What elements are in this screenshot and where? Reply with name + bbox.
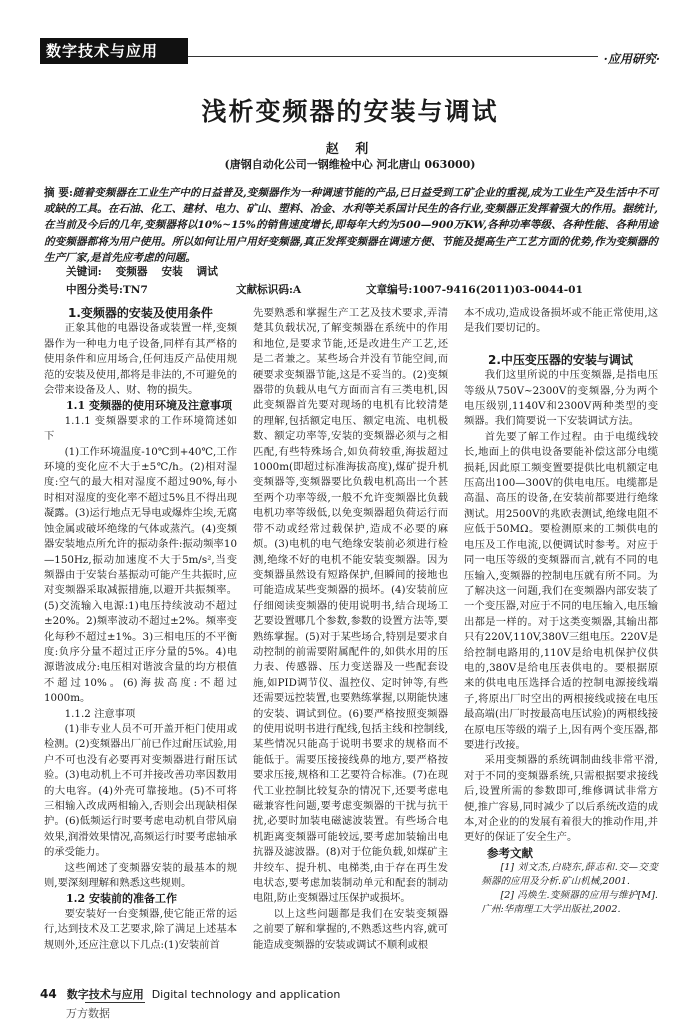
reference-item: [2] 冯焕生.变频器的应用与维护[M].广州:华南理工大学出版社,2002. (481, 890, 658, 916)
abstract (44, 185, 658, 266)
classification-line (66, 282, 656, 297)
document-code: 文献标识码:A (236, 284, 302, 296)
paragraph: 采用变频器的系统调制曲线非常平滑,对于不同的变频器系统,只需根据要求接线后,设置所需的参数即可,维修调试非常方便,推广容易,同时减少了以后系统改造的成本,对企业的的发展有着很大的推动作用,并更好的保证了安全生产。 (464, 754, 658, 844)
keyword: 变频器 (115, 266, 148, 278)
abstract-text: 随着变频器在工业生产中的日益普及,变频器作为一种调速节能的产品,已日益受到工矿企业的重视,成为工业生产及生活中不可或缺的工具。在石油、化工、建材、电力、矿山、塑料、冶金、水利等关系国计民生的各行业,变频器正发挥着强大的作用。据统计,在当前及今后的几年,变频器将以10%~15%的销售速度增长,即每年大约为500—900万KW,各种功率等级、各种性能、各种用途的变频器都将为用户使用。所以如何让用户用好变频器,真正发挥变频器在调速方便、节能及提高生产工艺方面的优势,作为变频器的生产厂家,是首先应考虑的问题。 (44, 187, 658, 264)
journal-name-en: Digital technology and application (151, 988, 341, 1001)
paragraph: (1)工作环境温度-10℃到+40℃,工作环境的变化应不大于±5℃/h。(2)相对湿度:空气的最大相对湿度不超过90%,每小时相对湿度的变化率不超过5%且不得出现凝露。(3)运行地点无导电或爆炸尘埃,无腐蚀金属或破坏绝缘的气体或蒸汽。(4)变频器安装地点所允许的振动条件:振动频率10—150Hz,振动加速度不大于5m/s²,当变频器由于安装台基振动可能产生共振时,应对变频器采取减振措施,以避开共振频率。(5)交流输入电源:1)电压持续波动不超过±20%。2)频率波动不超过±2%。频率变化每秒不超过±1%。3)三相电压的不平衡度:负序分量不超过正序分量的5%。4)电源谐波成分:电压相对谐波含量的均方根值不超过10%。(6)海拔高度:不超过1000m。 (44, 445, 237, 705)
affiliation: (唐钢自动化公司一钢维检中心 河北唐山 063000) (224, 158, 476, 171)
paragraph: 我们这里所说的中压变频器,是指电压等级从750V~2300V的变频器,分为两个电压级别,1140V和2300V两种类型的变频器。我们简要说一下安装调试方法。 (464, 369, 658, 428)
keywords-label: 关键词: (66, 266, 102, 278)
header-rule (188, 56, 658, 57)
paragraph: 首先要了解工作过程。由于电缆线较长,地面上的供电设备要能补偿这部分电缆损耗,因此原工频变置要提供比电机额定电压高出100—300V的供电电压。电缆都是高温、高压的设备,在安装前都要进行绝缘测试。用2500V的兆欧表测试,绝缘电阻不应低于50MΩ。要检测原来的工频供电的电压及工作电流,以便调试时参考。对应于同一电压等级的变频器而言,就有不同的电压输入,变频器的控制电压就有所不同。为了解决这一问题,我们在变频器内部安装了一个变压器,对应于不同的电压输入,电压输出都是一样的。对于这类变频器,其输出都只有220V,110V,380V三组电压。220V是给控制电路用的,110V是给电机保护仪供电的,380V是给电压表供电的。要根据原来的供电电压选择合适的控制电源接线端子,将原出厂时空出的两根接线或接在电压最高端(出厂时按最高电压试验)的两根线接在原电压等级的端子上,因有两个变压器,都要进行改接。 (464, 430, 658, 751)
subsubsection-heading: 1.1.1 变频器要求的工作环境简述如下 (44, 414, 237, 443)
footer-rule (85, 1002, 145, 1003)
keywords (66, 264, 232, 279)
paragraph: 这些阐述了变频器安装的最基本的规则,要深刻理解和熟悉这些规则。 (44, 861, 237, 890)
section-heading: 1.变频器的安装及使用条件 (68, 306, 213, 320)
clc-number: 中图分类号:TN7 (66, 284, 148, 296)
column-banner: 数字技术与应用 (40, 38, 188, 64)
paragraph: 要安装好一台变频器,使它能正常的运行,达到技术及工艺要求,除了满足上述基本规则外,还应注意以下几点:(1)安装前首 (44, 907, 237, 951)
paragraph: 本不成功,造成设备损坏或不能正常使用,这是我们要切记的。 (464, 307, 658, 335)
abstract-label: 摘 要: (44, 187, 73, 199)
column-3 (464, 306, 658, 917)
page-number: 44 (40, 987, 57, 1001)
subsection-heading: 1.1 变频器的使用环境及注意事项 (66, 399, 232, 413)
journal-name-cn: 数字技术与应用 (66, 988, 144, 1001)
article-title: 浅析变频器的安装与调试 (201, 97, 499, 126)
paragraph: 先要熟悉和掌握生产工艺及技术要求,弄清楚其负载状况,了解变频器在系统中的作用和地位,是要求节能,还是改进生产工艺,还是二者兼之。某些场合并没有节能空间,而硬要求变频器节能,这是不妥当的。(2)变频器带的负载从电气方面而言有三类电机,因此变频器首先要对现场的电机有比较清楚的理解,包括额定电压、额定电流、电机极数、额定功率等,安装的变频器必须与之相匹配,有些特殊场合,如负荷较重,海拔超过1000m(即超过标准海拔高度),煤矿提升机变频器等,变频器要比负载电机高出一个甚至两个功率等级,一般不允许变频器比负载电机功率等级低,以免变频器超负荷运行而带不动或经常过载保护,造成不必要的麻烦。(3)电机的电气绝缘安装前必须进行检测,绝缘不好的电机不能安装变频器。因为变频器虽然设有短路保护,但瞬间的接地也可能造成某些变频器的损坏。(4)安装前应仔细阅读变频器的使用说明书,结合现场工艺要设置哪几个参数,参数的设置方法等,要熟练掌握。(5)对于某些场合,特别是要求自动控制的前需要附属配件的,如供水用的压力表、传感器、压力变送器及一些配套设施,如PID调节仪、温控仪、定时钟等,有些还需要远控装置,也要熟练掌握,以期能快速的安装、调试到位。(6)要严格按照变频器的使用说明书进行配线,包括主线和控制线,某些情况只能高于说明书要求的规格而不能低于。需要压接接线鼻的地方,要严格按要求压接,规格和工艺要符合标准。(7)在现代工业控制比较复杂的情况下,还要考虑电磁兼容性问题,要考虑变频器的干扰与抗干扰,必要时加装电磁滤波装置。有些场合电机距离变频器可能较远,要考虑加装输出电抗器及滤波器。(8)对于位能负载,如煤矿主井绞车、提升机、电梯类,由于存在再生发电状态,要考虑加装制动单元和配套的制动电阻,防止变频器过压保护或损坏。 (253, 307, 448, 905)
subsubsection-heading: 1.1.2 注意事项 (64, 707, 136, 720)
article-number: 文章编号:1007-9416(2011)03-0044-01 (366, 284, 583, 296)
column-1 (44, 306, 237, 953)
watermark: 万方数据 (66, 1007, 110, 1020)
column-2 (253, 306, 448, 953)
paragraph: 正象其他的电器设备或装置一样,变频器作为一种电力电子设备,同样有其严格的使用条件和应用场合,任何违反产品使用规范的安装及使用,都将是非法的,不可避免的会带来设备及人、财、物的损失。 (44, 322, 237, 397)
paragraph: (1)非专业人员不可开盖开柜门使用或检测。(2)变频器出厂前已作过耐压试验,用户不可也没有必要再对变频器进行耐压试验。(3)电动机上不可并接改善功率因数用的大电容。(4)外壳可靠接地。(5)不可将三相输入改成两相输入,否则会出现缺相保护。(6)低频运行时要考虑电动机自带风扇效果,润滑效果情况,高频运行时要考虑轴承的承受能力。 (44, 722, 237, 859)
page-footer (40, 986, 660, 1002)
author: 赵 利 (325, 142, 375, 157)
reference-item: [1] 刘文杰,白晓东,薛志和.交—交变频器的应用及分析.矿山机械,2001. (481, 862, 658, 888)
keyword: 安装 (161, 266, 183, 278)
section-heading: 2.中压变压器的安装与调试 (488, 352, 633, 367)
keyword: 调试 (196, 266, 218, 278)
paragraph: 以上这些问题都是我们在安装变频器之前要了解和掌握的,不熟悉这些内容,就可能造成变频器的安装或调试不顺利或根 (253, 907, 448, 951)
section-tag: ·应用研究· (598, 50, 660, 67)
subsection-heading: 1.2 安装前的准备工作 (66, 892, 177, 906)
references-heading: 参考文献 (487, 845, 533, 860)
